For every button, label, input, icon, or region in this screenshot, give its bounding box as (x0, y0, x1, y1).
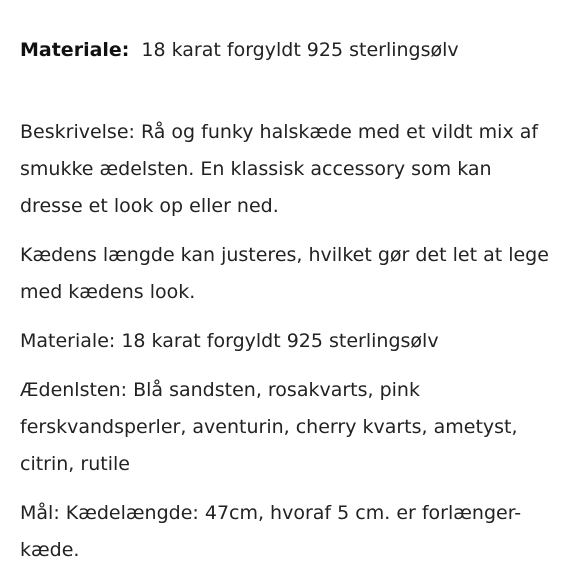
material-value: 18 karat forgyldt 925 sterlingsølv (141, 39, 459, 61)
dimensions-paragraph: Mål: Kædelængde: 47cm, hvoraf 5 cm. er forlænger-kæde. (20, 502, 522, 561)
chain-length-paragraph: Kædens længde kan justeres, hvilket gør det let at lege med kædens look. (20, 244, 549, 303)
material-paragraph: Materiale: 18 karat forgyldt 925 sterlingsølv (20, 330, 439, 352)
gemstones-paragraph: Ædenlsten: Blå sandsten, rosakvarts, pink ferskvandsperler, aventurin, cherry kvarts, ametyst, citrin, rutile (20, 379, 518, 475)
material-label: Materiale: (20, 39, 130, 61)
product-description (20, 114, 560, 581)
material-spec-row (20, 36, 459, 64)
description-paragraph: Beskrivelse: Rå og funky halskæde med et vildt mix af smukke ædelsten. En klassisk accessory som kan dresse et look op eller ned. (20, 121, 539, 217)
